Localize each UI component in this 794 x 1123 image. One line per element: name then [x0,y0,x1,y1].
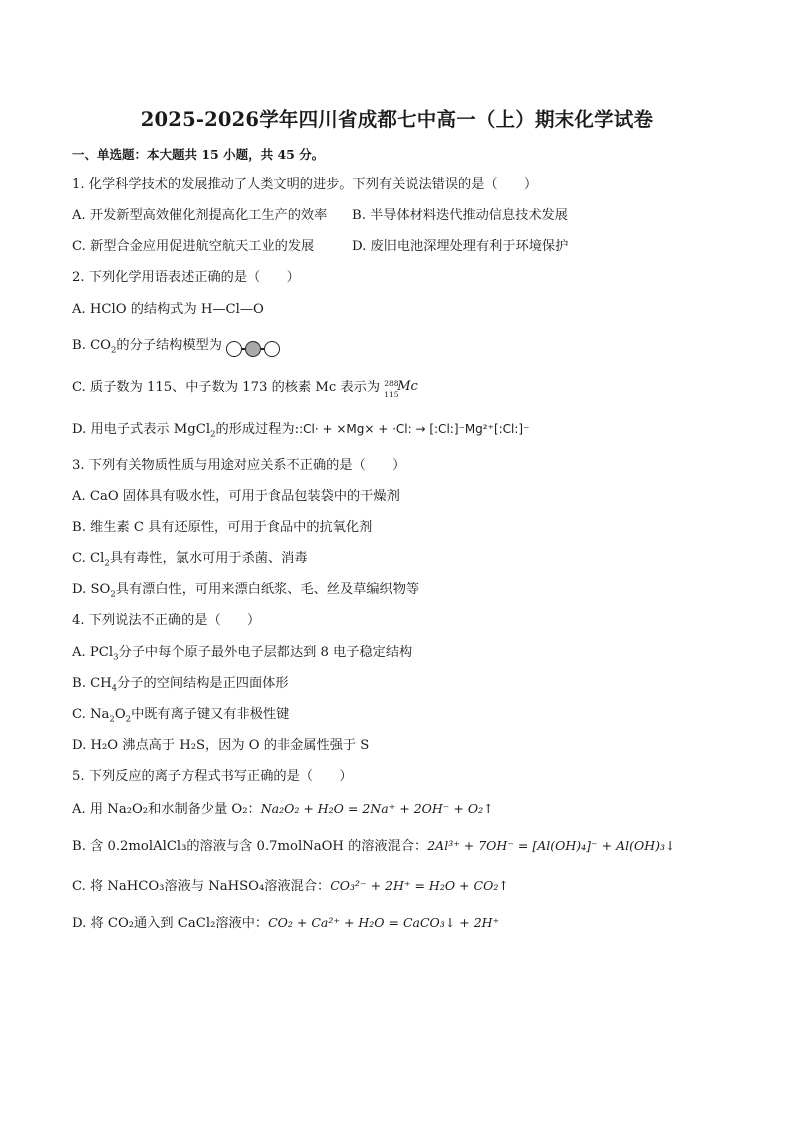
page-title: 2025-2026学年四川省成都七中高一（上）期末化学试卷 [140,108,654,131]
oxygen-atom-ball [226,341,242,357]
nuclide-symbol [384,378,420,399]
option-text: 的分子结构模型为 [116,338,222,353]
question-4-option-d: D. H₂O 沸点高于 H₂S，因为 O 的非金属性强于 S [72,738,370,753]
question-5-option-a [72,800,494,819]
electron-dot-formula: :Cl· + ×Mg× + ·Cl: → [:Cl:]⁻Mg²⁺[:Cl:]⁻ [299,422,530,436]
subscript: 2 [109,714,115,725]
question-3-option-c [72,550,308,568]
question-1-option-d: D. 废旧电池深埋处理有利于环境保护 [352,239,569,254]
mass-number: 288 [384,379,399,388]
option-text: A. PCl [72,645,114,660]
question-2-option-c [72,378,420,397]
option-text: 具有毒性，氯水可用于杀菌、消毒 [109,551,308,566]
option-text: 分子中每个原子最外电子层都达到 8 电子稳定结构 [118,645,413,660]
option-text: B. CO [72,338,111,353]
option-text: D. SO [72,582,111,597]
question-3-option-d [72,581,419,599]
subscript: 2 [210,429,216,440]
ionic-equation: Na₂O₂ + H₂O = 2Na⁺ + 2OH⁻ + O₂↑ [260,801,494,816]
option-text: 的形成过程为: [215,422,300,437]
subscript: 3 [113,652,119,663]
option-text: C. Na [72,707,110,722]
atomic-number: 115 [384,390,399,399]
question-5-option-c [72,877,509,896]
option-text: C. Cl [72,551,105,566]
element-symbol: Mc [397,379,418,394]
question-5-option-d [72,914,499,933]
ionic-equation: 2Al³⁺ + 7OH⁻ = [Al(OH)₄]⁻ + Al(OH)₃↓ [427,838,676,853]
ionic-equation: CO₃²⁻ + 2H⁺ = H₂O + CO₂↑ [330,878,509,893]
question-2-option-d [72,420,529,439]
option-text: O [114,707,126,722]
ionic-equation: CO₂ + Ca²⁺ + H₂O = CaCO₃↓ + 2H⁺ [268,915,500,930]
subscript: 4 [111,683,118,694]
option-text: A. 用 Na₂O₂和水制备少量 O₂： [72,802,261,817]
section-heading: 一、单选题：本大题共 15 小题，共 45 分。 [72,147,325,162]
question-4-option-b [72,675,289,693]
question-1-option-c: C. 新型合金应用促进航空航天工业的发展 [72,239,315,254]
question-3-stem: 3. 下列有关物质性质与用途对应关系不正确的是（ ） [72,458,406,473]
subscript: 2 [110,345,117,356]
option-text: 具有漂白性，可用来漂白纸浆、毛、丝及草编织物等 [115,582,420,597]
question-5-stem: 5. 下列反应的离子方程式书写正确的是（ ） [72,769,353,784]
option-text: C. 质子数为 115、中子数为 173 的核素 Mc 表示为 [72,380,381,395]
question-1-stem: 1. 化学科学技术的发展推动了人类文明的进步。下列有关说法错误的是（ ） [72,177,538,192]
option-text: 分子的空间结构是正四面体形 [117,676,289,691]
option-text: D. 将 CO₂通入到 CaCl₂溶液中： [72,916,269,931]
question-3-option-a: A. CaO 固体具有吸水性，可用于食品包装袋中的干燥剂 [72,489,400,504]
question-4-stem: 4. 下列说法不正确的是（ ） [72,613,261,628]
co2-ball-model [226,341,280,359]
option-text: B. CH [72,676,112,691]
question-3-option-b: B. 维生素 C 具有还原性，可用于食品中的抗氧化剂 [72,520,373,535]
question-2-option-a: A. HClO 的结构式为 H—Cl—O [72,302,264,317]
question-1-option-b: B. 半导体材料迭代推动信息技术发展 [352,208,568,223]
subscript: 2 [125,714,132,725]
option-text: D. 用电子式表示 MgCl [72,422,211,437]
question-2-stem: 2. 下列化学用语表述正确的是（ ） [72,270,300,285]
oxygen-atom-ball [264,341,280,357]
question-1-option-a: A. 开发新型高效催化剂提高化工生产的效率 [72,208,328,223]
carbon-atom-ball [245,341,261,357]
subscript: 2 [104,558,110,569]
subscript: 2 [110,589,116,600]
question-5-option-b [72,837,675,856]
option-text: C. 将 NaHCO₃溶液与 NaHSO₄溶液混合： [72,879,331,894]
question-4-option-c [72,706,289,724]
option-text: B. 含 0.2molAlCl₃的溶液与含 0.7molNaOH 的溶液混合： [72,839,428,854]
question-4-option-a [72,644,412,662]
option-text: 中既有离子键又有非极性键 [131,707,290,722]
question-2-option-b [72,337,280,359]
